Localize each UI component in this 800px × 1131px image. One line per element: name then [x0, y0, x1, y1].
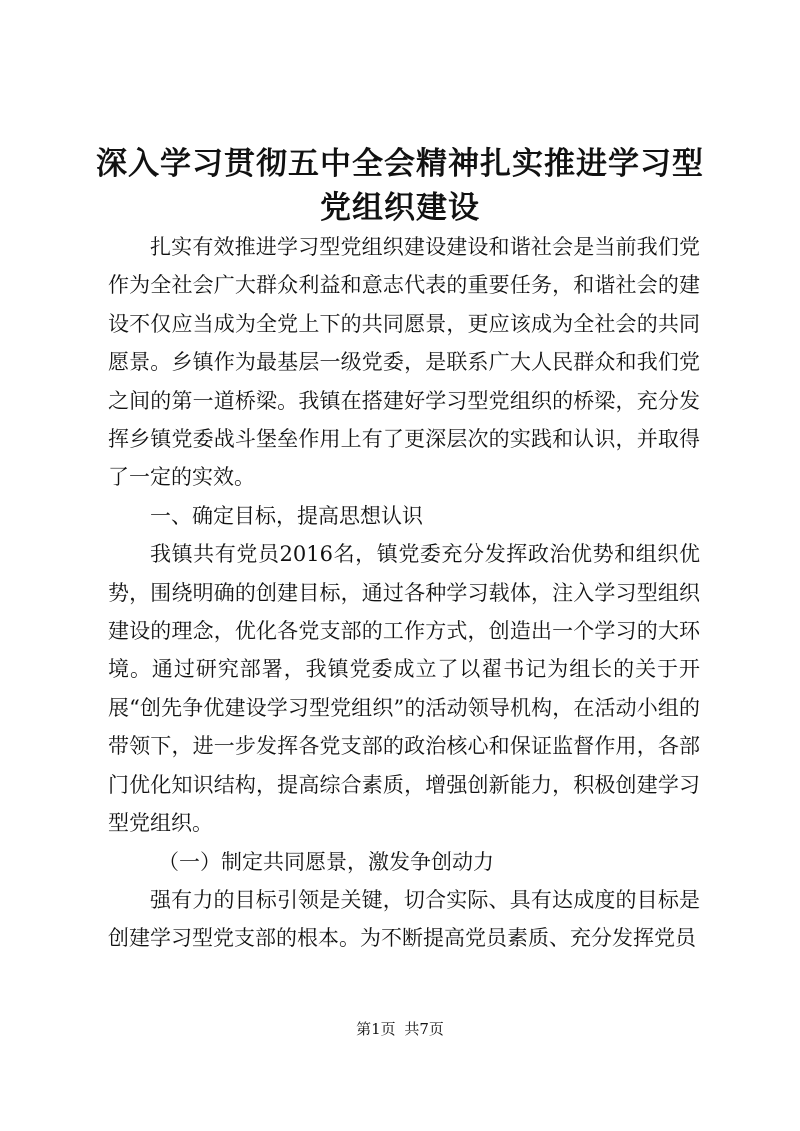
document-body	[108, 228, 700, 958]
section-heading-1: 一、确定目标，提高思想认识	[150, 503, 423, 528]
document-title: 深入学习贯彻五中全会精神扎实推进学习型党组织建设	[96, 146, 704, 226]
page-footer	[0, 1019, 800, 1039]
page-number: 第1页	[356, 1020, 396, 1038]
intro-paragraph: 扎实有效推进学习型党组织建设建设和谐社会是当前我们党作为全社会广大群众利益和意志代表的重要任务，和谐社会的建设不仅应当成为全党上下的共同愿景，更应该成为全社会的共同愿景。乡镇作为最基层一级党委，是联系广大人民群众和我们党之间的第一道桥梁。我镇在搭建好学习型党组织的桥梁，充分发挥乡镇党委战斗堡垒作用上有了更深层次的实践和认识，并取得了一定的实效。	[108, 235, 700, 490]
subsection-heading-1: （一）制定共同愿景，激发争创动力	[158, 849, 494, 874]
subsection-1-paragraph: 强有力的目标引领是关键，切合实际、具有达成度的目标是创建学习型党支部的根本。为不断提高党员素质、充分发挥党员	[108, 887, 700, 951]
section-1-paragraph: 我镇共有党员2016名，镇党委充分发挥政治优势和组织优势，围绕明确的创建目标，通过各种学习载体，注入学习型组织建设的理念，优化各党支部的工作方式，创造出一个学习的大环境。通过研究部署，我镇党委成立了以翟书记为组长的关于开展“创先争优建设学习型党组织”的活动领导机构，在活动小组的带领下，进一步发挥各党支部的政治核心和保证监督作用，各部门优化知识结构，提高综合素质，增强创新能力，积极创建学习型党组织。	[108, 542, 700, 836]
page-total: 共7页	[404, 1020, 444, 1038]
